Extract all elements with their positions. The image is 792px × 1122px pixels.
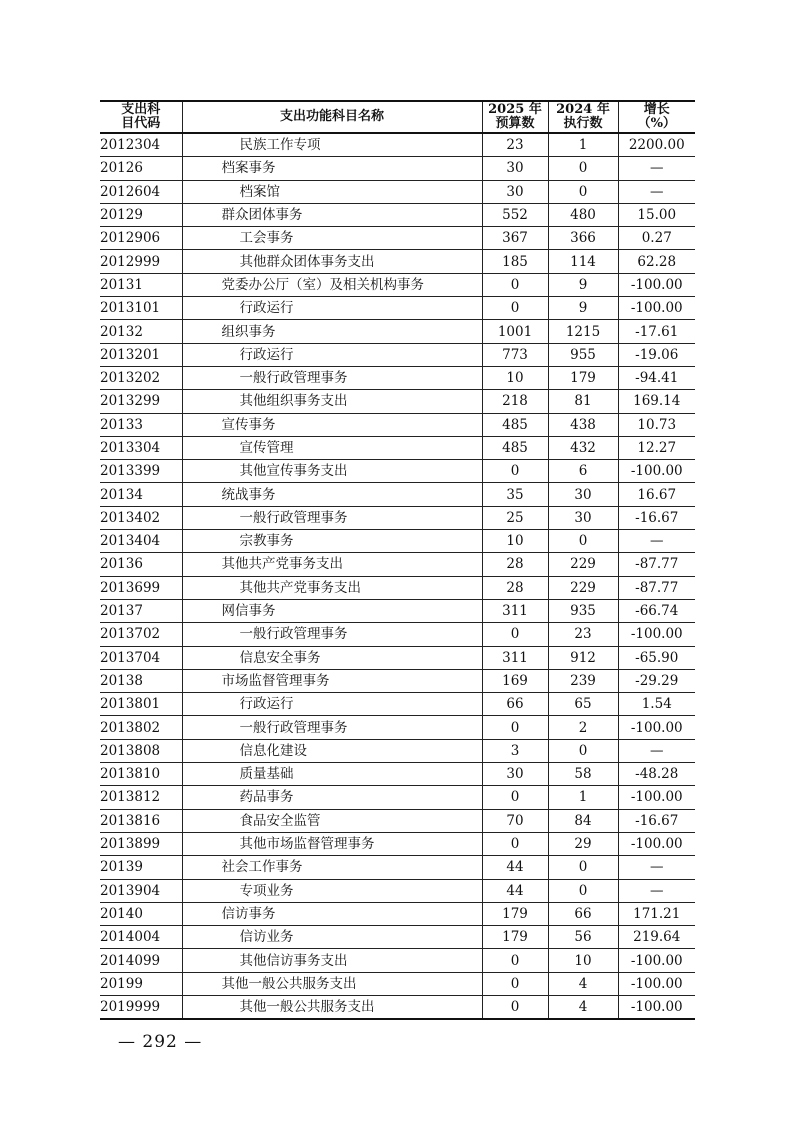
cell-name: 食品安全监管 [182,809,482,832]
cell-code: 2013812 [100,786,182,809]
header-budget-line2: 预算数 [495,116,535,131]
cell-growth: 62.28 [618,250,695,273]
cell-exec: 179 [548,366,618,389]
page-number: — 292 — [118,1032,203,1052]
cell-growth: -100.00 [618,995,695,1019]
cell-exec: 9 [548,297,618,320]
table-row [100,856,695,879]
cell-exec: 6 [548,460,618,483]
header-exec [548,101,618,133]
cell-code: 2012906 [100,227,182,250]
cell-budget: 185 [482,250,548,273]
table-row [100,133,695,157]
cell-budget: 0 [482,832,548,855]
cell-exec: 912 [548,646,618,669]
cell-exec: 955 [548,343,618,366]
cell-growth: -100.00 [618,273,695,296]
cell-name: 其他组织事务支出 [182,390,482,413]
cell-code: 20133 [100,413,182,436]
table-row [100,227,695,250]
cell-growth: -100.00 [618,623,695,646]
cell-name: 宣传事务 [182,413,482,436]
table-row [100,739,695,762]
cell-exec: 0 [548,530,618,553]
cell-code: 20199 [100,972,182,995]
cell-code: 20132 [100,320,182,343]
cell-code: 2013904 [100,879,182,902]
table-row [100,180,695,203]
cell-growth: 12.27 [618,436,695,459]
cell-budget: 44 [482,856,548,879]
header-exec-line1: 2024 年 [556,102,610,117]
cell-exec: 0 [548,157,618,180]
cell-name: 行政运行 [182,343,482,366]
cell-growth: -65.90 [618,646,695,669]
table-row [100,623,695,646]
table-row [100,413,695,436]
cell-name: 行政运行 [182,297,482,320]
cell-name: 民族工作专项 [182,133,482,157]
cell-growth: -19.06 [618,343,695,366]
cell-exec: 29 [548,832,618,855]
cell-code: 20126 [100,157,182,180]
cell-name: 宗教事务 [182,530,482,553]
table-row [100,926,695,949]
cell-budget: 70 [482,809,548,832]
cell-growth: -66.74 [618,599,695,622]
cell-code: 2013801 [100,693,182,716]
cell-growth: -100.00 [618,949,695,972]
cell-growth: -100.00 [618,297,695,320]
cell-exec: 366 [548,227,618,250]
cell-name: 群众团体事务 [182,203,482,226]
cell-code: 2013816 [100,809,182,832]
cell-name: 组织事务 [182,320,482,343]
cell-name: 一般行政管理事务 [182,366,482,389]
table-row [100,669,695,692]
table-row [100,809,695,832]
cell-exec: 58 [548,763,618,786]
cell-growth: -17.61 [618,320,695,343]
table-row [100,157,695,180]
table-row [100,599,695,622]
cell-budget: 179 [482,902,548,925]
cell-budget: 44 [482,879,548,902]
cell-budget: 179 [482,926,548,949]
cell-budget: 66 [482,693,548,716]
cell-budget: 23 [482,133,548,157]
cell-exec: 1 [548,133,618,157]
cell-budget: 0 [482,716,548,739]
cell-name: 信息安全事务 [182,646,482,669]
table-row [100,879,695,902]
table-header [100,101,695,133]
cell-code: 2014004 [100,926,182,949]
table-row [100,273,695,296]
table-row [100,390,695,413]
cell-code: 2013202 [100,366,182,389]
cell-code: 20140 [100,902,182,925]
cell-name: 一般行政管理事务 [182,716,482,739]
cell-name: 其他市场监督管理事务 [182,832,482,855]
cell-budget: 0 [482,786,548,809]
cell-growth: -87.77 [618,576,695,599]
cell-name: 专项业务 [182,879,482,902]
cell-growth: — [618,856,695,879]
cell-budget: 0 [482,273,548,296]
cell-growth: -48.28 [618,763,695,786]
table-row [100,203,695,226]
cell-code: 2013201 [100,343,182,366]
cell-name: 宣传管理 [182,436,482,459]
cell-growth: -94.41 [618,366,695,389]
cell-budget: 1001 [482,320,548,343]
cell-code: 2012304 [100,133,182,157]
cell-budget: 3 [482,739,548,762]
cell-budget: 0 [482,995,548,1019]
cell-exec: 1 [548,786,618,809]
cell-code: 2013899 [100,832,182,855]
cell-exec: 4 [548,972,618,995]
table-row [100,972,695,995]
cell-code: 20137 [100,599,182,622]
cell-growth: — [618,739,695,762]
cell-growth: 10.73 [618,413,695,436]
header-growth [618,101,695,133]
cell-budget: 30 [482,763,548,786]
cell-exec: 438 [548,413,618,436]
cell-growth: -100.00 [618,972,695,995]
table-row [100,902,695,925]
table-row [100,646,695,669]
cell-budget: 0 [482,460,548,483]
cell-budget: 30 [482,180,548,203]
cell-exec: 65 [548,693,618,716]
cell-budget: 0 [482,972,548,995]
table-row [100,995,695,1019]
cell-code: 2012999 [100,250,182,273]
cell-growth: -29.29 [618,669,695,692]
cell-name: 其他一般公共服务支出 [182,995,482,1019]
cell-name: 档案馆 [182,180,482,203]
cell-growth: 15.00 [618,203,695,226]
cell-exec: 1215 [548,320,618,343]
cell-growth: 16.67 [618,483,695,506]
table-row [100,553,695,576]
cell-growth: -100.00 [618,460,695,483]
cell-code: 2013802 [100,716,182,739]
cell-growth: -100.00 [618,832,695,855]
cell-name: 其他信访事务支出 [182,949,482,972]
cell-code: 2013404 [100,530,182,553]
cell-growth: 1.54 [618,693,695,716]
cell-code: 2019999 [100,995,182,1019]
cell-exec: 239 [548,669,618,692]
cell-exec: 9 [548,273,618,296]
cell-exec: 0 [548,856,618,879]
cell-name: 其他群众团体事务支出 [182,250,482,273]
cell-growth: 219.64 [618,926,695,949]
cell-growth: — [618,879,695,902]
cell-name: 信息化建设 [182,739,482,762]
cell-growth: 2200.00 [618,133,695,157]
cell-budget: 485 [482,413,548,436]
table-row [100,436,695,459]
table-row [100,320,695,343]
cell-growth: 169.14 [618,390,695,413]
cell-exec: 56 [548,926,618,949]
cell-exec: 66 [548,902,618,925]
cell-budget: 10 [482,366,548,389]
header-name: 支出功能科目名称 [182,101,482,133]
cell-code: 20139 [100,856,182,879]
cell-name: 市场监督管理事务 [182,669,482,692]
header-code-line2: 目代码 [121,116,161,131]
cell-exec: 480 [548,203,618,226]
cell-growth: -100.00 [618,716,695,739]
cell-exec: 935 [548,599,618,622]
cell-exec: 0 [548,879,618,902]
table-row [100,297,695,320]
cell-name: 行政运行 [182,693,482,716]
table-row [100,506,695,529]
header-code-line1: 支出科 [121,102,161,117]
table-row [100,786,695,809]
budget-table [100,100,695,1020]
cell-name: 其他一般公共服务支出 [182,972,482,995]
cell-code: 2013299 [100,390,182,413]
cell-name: 工会事务 [182,227,482,250]
cell-exec: 229 [548,553,618,576]
cell-budget: 30 [482,157,548,180]
cell-growth: 171.21 [618,902,695,925]
cell-name: 其他宣传事务支出 [182,460,482,483]
cell-code: 20136 [100,553,182,576]
cell-exec: 432 [548,436,618,459]
table-row [100,949,695,972]
table-row [100,343,695,366]
cell-code: 20129 [100,203,182,226]
cell-name: 信访业务 [182,926,482,949]
cell-growth: — [618,157,695,180]
cell-exec: 30 [548,483,618,506]
cell-budget: 28 [482,576,548,599]
cell-exec: 23 [548,623,618,646]
cell-name: 网信事务 [182,599,482,622]
cell-budget: 485 [482,436,548,459]
table-row [100,693,695,716]
header-growth-line1: 增长 [643,102,670,117]
cell-name: 统战事务 [182,483,482,506]
cell-name: 档案事务 [182,157,482,180]
cell-budget: 0 [482,623,548,646]
cell-exec: 2 [548,716,618,739]
table-row [100,832,695,855]
cell-budget: 28 [482,553,548,576]
cell-exec: 4 [548,995,618,1019]
cell-budget: 10 [482,530,548,553]
header-growth-line2: （%） [637,116,676,131]
cell-code: 2013399 [100,460,182,483]
cell-growth: — [618,180,695,203]
header-row [100,101,695,133]
cell-growth: -16.67 [618,809,695,832]
cell-code: 20134 [100,483,182,506]
cell-code: 20131 [100,273,182,296]
cell-exec: 0 [548,739,618,762]
cell-budget: 169 [482,669,548,692]
cell-exec: 30 [548,506,618,529]
cell-budget: 311 [482,646,548,669]
table-row [100,576,695,599]
cell-budget: 35 [482,483,548,506]
header-code [100,101,182,133]
cell-name: 其他共产党事务支出 [182,576,482,599]
cell-name: 社会工作事务 [182,856,482,879]
cell-exec: 10 [548,949,618,972]
cell-budget: 218 [482,390,548,413]
cell-name: 药品事务 [182,786,482,809]
table-row [100,530,695,553]
table-row [100,460,695,483]
header-budget-line1: 2025 年 [488,102,542,117]
cell-code: 2013699 [100,576,182,599]
cell-growth: 0.27 [618,227,695,250]
cell-budget: 311 [482,599,548,622]
cell-budget: 25 [482,506,548,529]
cell-name: 质量基础 [182,763,482,786]
cell-budget: 552 [482,203,548,226]
cell-code: 2012604 [100,180,182,203]
cell-code: 2013704 [100,646,182,669]
table-body [100,133,695,1019]
cell-code: 20138 [100,669,182,692]
cell-name: 一般行政管理事务 [182,623,482,646]
cell-exec: 114 [548,250,618,273]
cell-exec: 84 [548,809,618,832]
cell-budget: 0 [482,949,548,972]
cell-code: 2013702 [100,623,182,646]
cell-budget: 367 [482,227,548,250]
table-row [100,483,695,506]
cell-name: 其他共产党事务支出 [182,553,482,576]
cell-code: 2014099 [100,949,182,972]
cell-exec: 81 [548,390,618,413]
cell-code: 2013810 [100,763,182,786]
cell-exec: 229 [548,576,618,599]
cell-growth: — [618,530,695,553]
cell-code: 2013402 [100,506,182,529]
cell-budget: 0 [482,297,548,320]
cell-name: 一般行政管理事务 [182,506,482,529]
cell-growth: -87.77 [618,553,695,576]
cell-code: 2013101 [100,297,182,320]
table-row [100,250,695,273]
table-row [100,763,695,786]
cell-code: 2013304 [100,436,182,459]
cell-name: 信访事务 [182,902,482,925]
cell-growth: -100.00 [618,786,695,809]
header-budget [482,101,548,133]
table-row [100,366,695,389]
cell-budget: 773 [482,343,548,366]
cell-code: 2013808 [100,739,182,762]
cell-growth: -16.67 [618,506,695,529]
table-row [100,716,695,739]
cell-exec: 0 [548,180,618,203]
header-exec-line2: 执行数 [563,116,603,131]
cell-name: 党委办公厅（室）及相关机构事务 [182,273,482,296]
